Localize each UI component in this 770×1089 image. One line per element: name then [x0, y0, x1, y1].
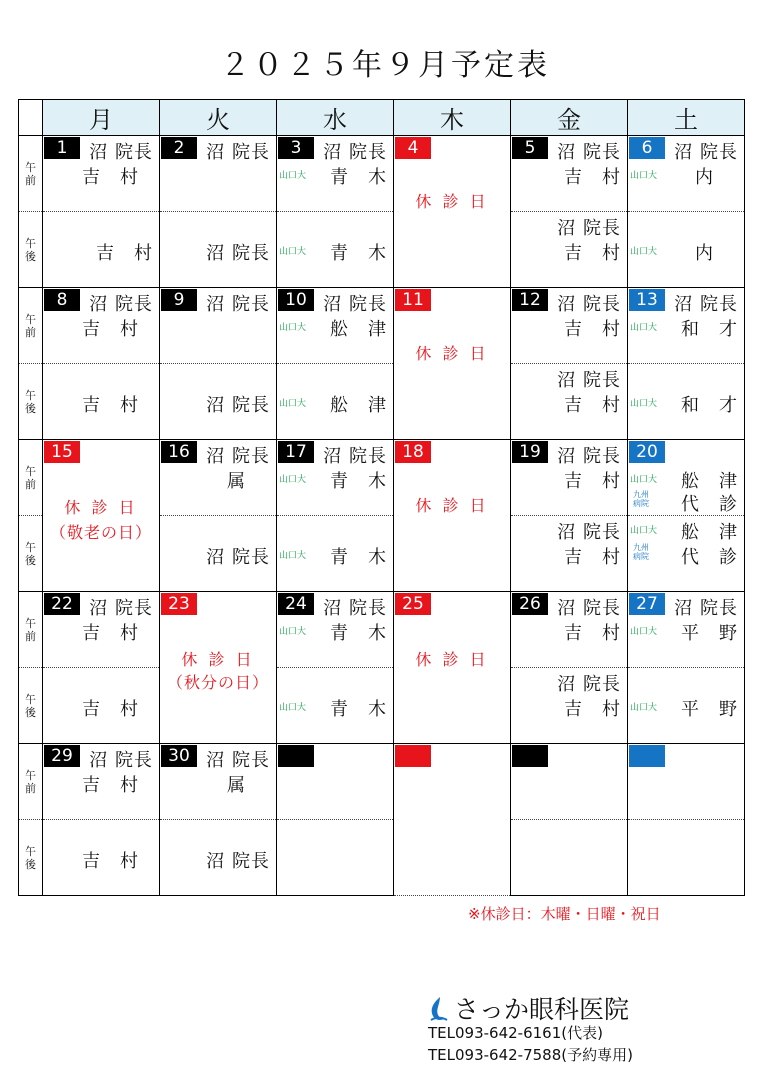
doctor: 沼 院長 — [557, 522, 621, 543]
am-label: 午 前 — [19, 744, 43, 820]
day-cell — [277, 364, 394, 440]
closed-days-note: ※休診日：木曜・日曜・祝日 — [468, 905, 661, 923]
phone-main: TEL093-642-6161(代表) — [428, 1024, 603, 1042]
week2-pm — [19, 364, 745, 440]
day-number: 16 — [161, 441, 197, 463]
day-number-blank — [395, 745, 431, 767]
day-number: 20 — [629, 441, 665, 463]
day-number: 6 — [629, 137, 665, 159]
doctor: 沼 院長 — [674, 598, 738, 619]
day-cell — [160, 516, 277, 592]
yamaguchi-label: 山口大 — [630, 171, 658, 181]
doctor: 吉 村 — [82, 623, 139, 644]
day-cell — [277, 744, 394, 820]
schedule-table — [18, 99, 745, 896]
doctor: 舩 津 — [681, 522, 738, 543]
holiday-label: （敬老の日） — [49, 523, 152, 542]
yamaguchi-label: 山口大 — [630, 526, 658, 536]
yamaguchi-label: 山口大 — [279, 247, 307, 257]
day-number: 26 — [512, 593, 548, 615]
doctor: 沼 院長 — [557, 294, 621, 315]
day-cell — [511, 440, 628, 516]
doctor: 沼 院長 — [206, 395, 270, 416]
doctor: 吉 村 — [96, 243, 153, 264]
day-number: 19 — [512, 441, 548, 463]
closed-cell — [394, 288, 511, 440]
doctor: 舩 津 — [681, 471, 738, 492]
day-number: 2 — [161, 137, 197, 159]
am-label: 午 前 — [19, 592, 43, 668]
day-cell — [277, 136, 394, 212]
yamaguchi-label: 山口大 — [279, 703, 307, 713]
pm-label: 午 後 — [19, 212, 43, 288]
doctor: 沼 院長 — [557, 446, 621, 467]
doctor: 吉 村 — [82, 395, 139, 416]
doctor: 青 木 — [330, 699, 387, 720]
day-cell — [511, 668, 628, 744]
day-cell — [160, 820, 277, 896]
pm-label: 午 後 — [19, 668, 43, 744]
day-number: 13 — [629, 289, 665, 311]
doctor: 和 才 — [681, 395, 738, 416]
closed-label: 休 診 日 — [415, 496, 489, 515]
yamaguchi-label: 山口大 — [630, 627, 658, 637]
am-label: 午 前 — [19, 136, 43, 212]
day-number: 3 — [278, 137, 314, 159]
doctor: 沼 院長 — [206, 243, 270, 264]
doctor: 吉 村 — [564, 623, 621, 644]
doctor: 青 木 — [330, 243, 387, 264]
day-cell — [160, 288, 277, 364]
day-number: 30 — [161, 745, 197, 767]
doctor: 沼 院長 — [89, 598, 153, 619]
day-cell — [628, 516, 745, 592]
doctor: 沼 院長 — [557, 674, 621, 695]
doctor: 吉 村 — [82, 775, 139, 796]
day-number: 29 — [44, 745, 80, 767]
day-number: 11 — [395, 289, 431, 311]
weekday-header — [19, 100, 745, 136]
header-fri: 金 — [511, 100, 628, 136]
day-cell — [628, 820, 745, 896]
doctor: 沼 院長 — [323, 598, 387, 619]
week5-am — [19, 744, 745, 820]
header-thu: 木 — [394, 100, 511, 136]
day-cell — [277, 212, 394, 288]
week5-pm — [19, 820, 745, 896]
day-cell — [160, 744, 277, 820]
day-cell — [43, 288, 160, 364]
yamaguchi-label: 山口大 — [630, 475, 658, 485]
day-cell — [511, 744, 628, 820]
day-number: 5 — [512, 137, 548, 159]
doctor: 青 木 — [330, 623, 387, 644]
day-cell — [628, 288, 745, 364]
doctor: 沼 院長 — [206, 851, 270, 872]
day-number: 9 — [161, 289, 197, 311]
day-cell — [628, 136, 745, 212]
day-cell — [511, 212, 628, 288]
day-number-blank — [629, 745, 665, 767]
yamaguchi-label: 山口大 — [279, 627, 307, 637]
day-cell — [160, 440, 277, 516]
doctor: 舩 津 — [330, 319, 387, 340]
kyushu-label: 九州 病院 — [633, 490, 649, 508]
yamaguchi-label: 山口大 — [630, 247, 658, 257]
closed-label: 休 診 日 — [415, 192, 489, 211]
doctor: 沼 院長 — [557, 142, 621, 163]
day-cell — [43, 136, 160, 212]
yamaguchi-label: 山口大 — [279, 475, 307, 485]
week3-am — [19, 440, 745, 516]
day-number: 24 — [278, 593, 314, 615]
day-number: 17 — [278, 441, 314, 463]
doctor: 沼 院長 — [557, 218, 621, 239]
doctor: 吉 村 — [564, 471, 621, 492]
day-cell — [43, 668, 160, 744]
day-cell — [43, 744, 160, 820]
yamaguchi-label: 山口大 — [630, 323, 658, 333]
day-cell — [43, 592, 160, 668]
day-cell — [277, 668, 394, 744]
doctor: 沼 院長 — [557, 598, 621, 619]
doctor: 吉 村 — [82, 851, 139, 872]
header-mon: 月 — [43, 100, 160, 136]
doctor: 吉 村 — [564, 699, 621, 720]
day-number: 15 — [44, 441, 80, 463]
day-cell — [160, 212, 277, 288]
closed-label: 休 診 日 — [64, 498, 138, 517]
doctor: 沼 院長 — [323, 142, 387, 163]
closed-cell — [394, 136, 511, 288]
closed-label: 休 診 日 — [415, 344, 489, 363]
day-cell — [43, 212, 160, 288]
doctor: 吉 村 — [82, 167, 139, 188]
am-label: 午 前 — [19, 288, 43, 364]
day-cell — [160, 364, 277, 440]
doctor: 青 木 — [330, 547, 387, 568]
holiday-label: （秋分の日） — [166, 673, 269, 692]
header-tue: 火 — [160, 100, 277, 136]
doctor: 青 木 — [330, 471, 387, 492]
doctor: 沼 院長 — [557, 370, 621, 391]
doctor: 沼 院長 — [206, 142, 270, 163]
day-cell — [277, 592, 394, 668]
doctor: 代 診 — [681, 494, 738, 515]
yamaguchi-label: 山口大 — [630, 399, 658, 409]
yamaguchi-label: 山口大 — [279, 323, 307, 333]
day-cell — [511, 820, 628, 896]
doctor: 沼 院長 — [674, 294, 738, 315]
day-cell — [628, 364, 745, 440]
day-number: 18 — [395, 441, 431, 463]
doctor: 吉 村 — [564, 395, 621, 416]
doctor: 沼 院長 — [89, 294, 153, 315]
doctor: 吉 村 — [564, 319, 621, 340]
header-sat: 土 — [628, 100, 745, 136]
clinic-logo-icon — [428, 996, 448, 1022]
day-number: 23 — [161, 593, 197, 615]
doctor: 沼 院長 — [323, 294, 387, 315]
day-cell — [43, 820, 160, 896]
doctor: 吉 村 — [82, 319, 139, 340]
doctor: 内 — [695, 243, 714, 264]
day-number: 27 — [629, 593, 665, 615]
day-number: 1 — [44, 137, 80, 159]
doctor: 吉 村 — [564, 167, 621, 188]
day-cell — [511, 516, 628, 592]
day-number: 12 — [512, 289, 548, 311]
closed-cell — [43, 440, 160, 592]
clinic-name: さっか眼科医院 — [454, 995, 630, 1024]
doctor: 和 才 — [681, 319, 738, 340]
day-number-blank — [278, 745, 314, 767]
doctor: 平 野 — [681, 699, 738, 720]
day-cell — [511, 288, 628, 364]
doctor: 吉 村 — [82, 699, 139, 720]
closed-label: 休 診 日 — [181, 650, 255, 669]
yamaguchi-label: 山口大 — [630, 703, 658, 713]
pm-label: 午 後 — [19, 516, 43, 592]
closed-cell — [394, 592, 511, 744]
day-cell — [277, 440, 394, 516]
week4-am — [19, 592, 745, 668]
kyushu-label: 九州 病院 — [633, 543, 649, 561]
header-wed: 水 — [277, 100, 394, 136]
pm-label: 午 後 — [19, 364, 43, 440]
yamaguchi-label: 山口大 — [279, 551, 307, 561]
am-label: 午 前 — [19, 440, 43, 516]
day-cell — [277, 516, 394, 592]
day-cell — [160, 136, 277, 212]
day-cell — [511, 136, 628, 212]
doctor: 代 診 — [681, 547, 738, 568]
doctor: 沼 院長 — [674, 142, 738, 163]
day-number: 10 — [278, 289, 314, 311]
closed-cell — [160, 592, 277, 744]
doctor: 沼 院長 — [323, 446, 387, 467]
doctor: 吉 村 — [564, 547, 621, 568]
day-number-blank — [512, 745, 548, 767]
week2-am — [19, 288, 745, 364]
header-corner — [19, 100, 43, 136]
pm-label: 午 後 — [19, 820, 43, 896]
doctor: 舩 津 — [330, 395, 387, 416]
page-title: ２０２５年９月予定表 — [220, 48, 550, 83]
doctor: 沼 院長 — [206, 446, 270, 467]
day-cell — [628, 592, 745, 668]
phone-reservation: TEL093-642-7588(予約専用) — [428, 1046, 633, 1064]
week4-pm — [19, 668, 745, 744]
doctor: 沼 院長 — [89, 750, 153, 771]
day-number: 22 — [44, 593, 80, 615]
day-cell — [511, 592, 628, 668]
closed-label: 休 診 日 — [415, 650, 489, 669]
week1-pm — [19, 212, 745, 288]
day-cell — [43, 364, 160, 440]
day-number: 4 — [395, 137, 431, 159]
doctor: 沼 院長 — [89, 142, 153, 163]
doctor: 属 — [227, 775, 246, 796]
day-cell — [394, 744, 511, 896]
doctor: 平 野 — [681, 623, 738, 644]
doctor: 内 — [695, 167, 714, 188]
doctor: 青 木 — [330, 167, 387, 188]
day-cell — [277, 288, 394, 364]
doctor: 沼 院長 — [206, 547, 270, 568]
yamaguchi-label: 山口大 — [279, 171, 307, 181]
day-cell — [511, 364, 628, 440]
week1-am — [19, 136, 745, 212]
yamaguchi-label: 山口大 — [279, 399, 307, 409]
doctor: 沼 院長 — [206, 750, 270, 771]
doctor: 吉 村 — [564, 243, 621, 264]
day-cell — [628, 668, 745, 744]
day-cell — [628, 744, 745, 820]
day-number: 8 — [44, 289, 80, 311]
day-number: 25 — [395, 593, 431, 615]
doctor: 属 — [227, 471, 246, 492]
day-cell — [277, 820, 394, 896]
closed-cell — [394, 440, 511, 592]
day-cell — [628, 440, 745, 516]
day-cell — [628, 212, 745, 288]
doctor: 沼 院長 — [206, 294, 270, 315]
